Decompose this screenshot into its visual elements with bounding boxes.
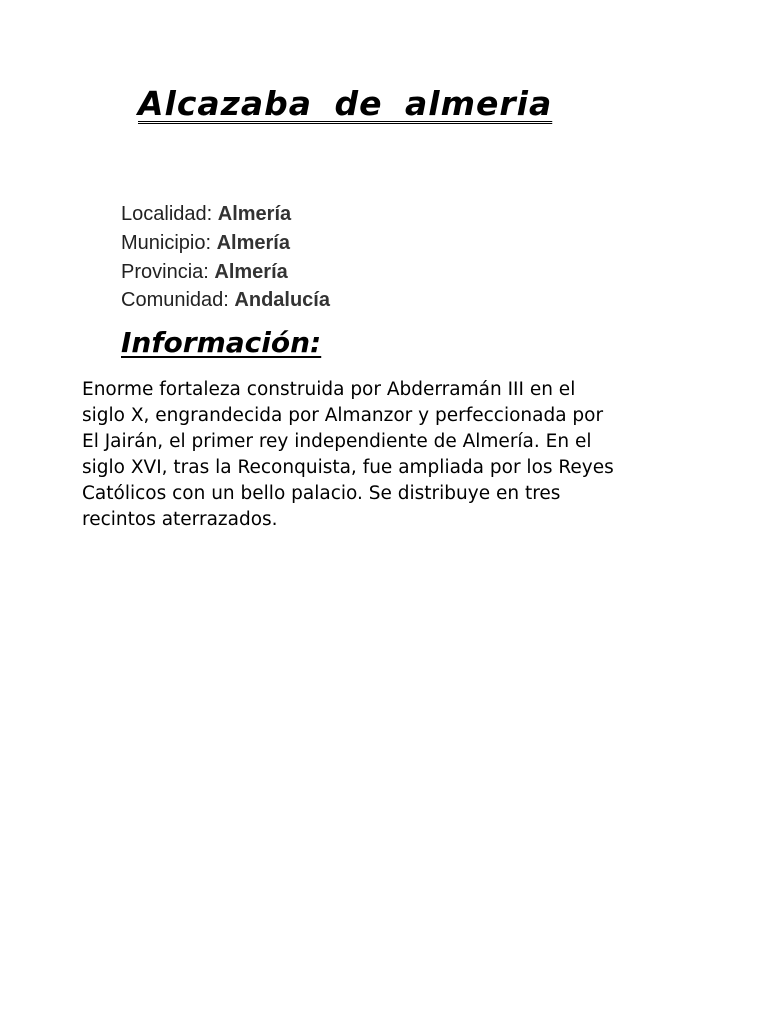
fact-label: Comunidad: bbox=[121, 289, 229, 312]
location-facts bbox=[121, 200, 330, 315]
page-title: Alcazaba de almeria bbox=[138, 84, 553, 123]
fact-label: Municipio: bbox=[121, 231, 212, 254]
fact-value: Almería bbox=[214, 260, 288, 283]
paragraph-line: recintos aterrazados. bbox=[82, 509, 278, 530]
fact-value: Almería bbox=[216, 231, 290, 254]
fact-provincia bbox=[121, 258, 330, 287]
paragraph-line: siglo XVI, tras la Reconquista, fue ampliada por los Reyes bbox=[82, 457, 614, 478]
fact-value: Andalucía bbox=[234, 289, 330, 312]
section-heading: Información: bbox=[121, 326, 322, 359]
fact-label: Provincia: bbox=[121, 260, 209, 283]
fact-label: Localidad: bbox=[121, 203, 213, 225]
paragraph-line: Católicos con un bello palacio. Se distribuye en tres bbox=[82, 483, 561, 504]
fact-localidad bbox=[121, 200, 330, 229]
paragraph-line: siglo X, engrandecida por Almanzor y perfeccionada por bbox=[82, 405, 604, 426]
paragraph-line: El Jairán, el primer rey independiente de Almería. En el bbox=[82, 431, 592, 452]
fact-value: Almería bbox=[217, 203, 292, 225]
paragraph-line: Enorme fortaleza construida por Abderramán III en el bbox=[82, 379, 576, 400]
info-paragraph bbox=[82, 377, 702, 533]
fact-comunidad bbox=[121, 286, 330, 315]
fact-municipio bbox=[121, 229, 330, 258]
